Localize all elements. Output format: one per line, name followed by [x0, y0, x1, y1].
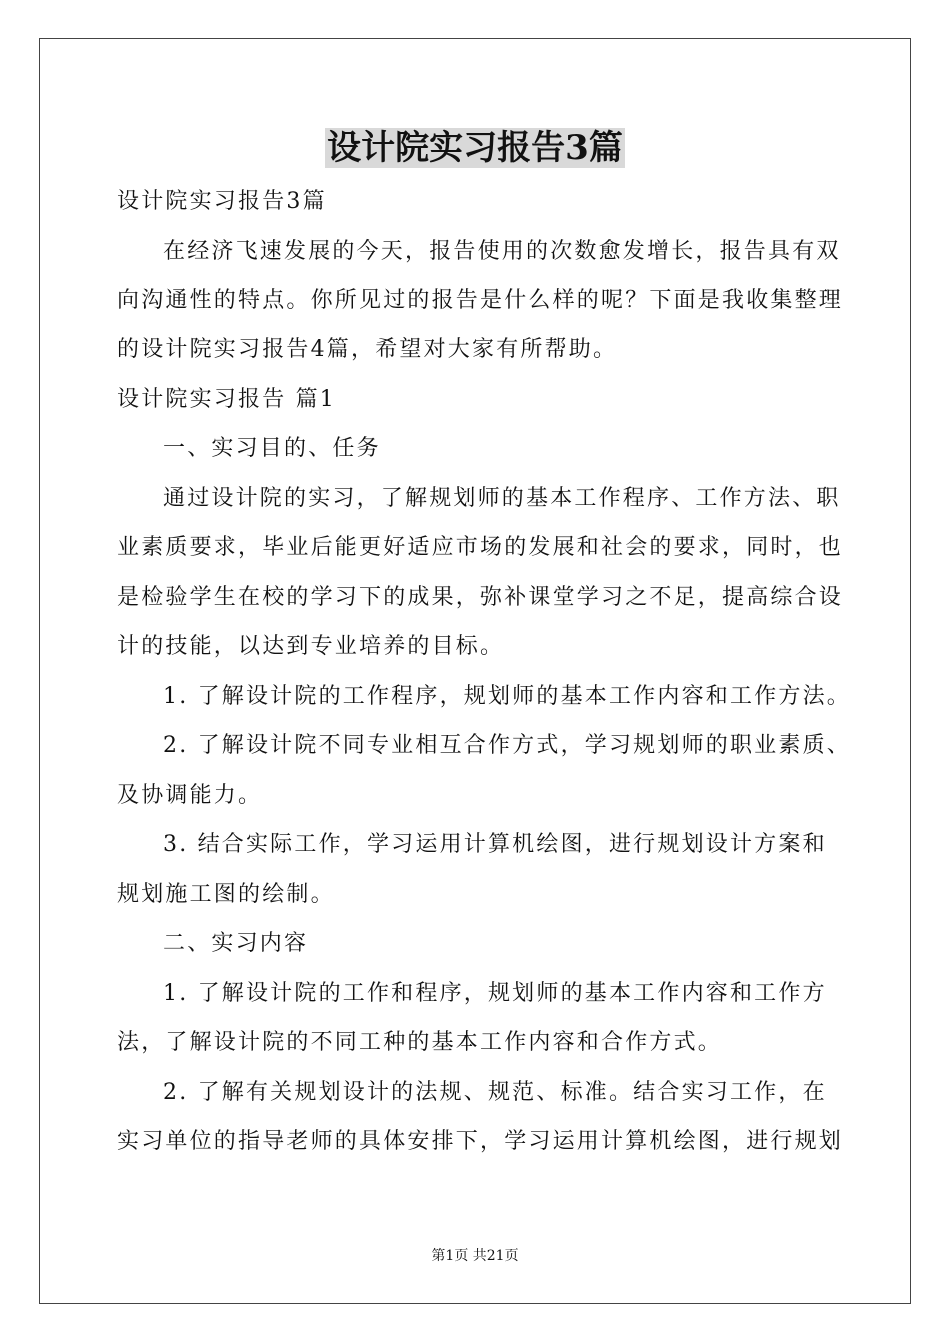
document-title-text: 设计院实习报告3篇: [327, 128, 623, 168]
body-line: 是检验学生在校的学习下的成果，弥补课堂学习之不足，提高综合设: [117, 585, 844, 610]
body-line: 业素质要求，毕业后能更好适应市场的发展和社会的要求，同时，也: [117, 535, 844, 560]
body-line: 通过设计院的实习，了解规划师的基本工作程序、工作方法、职: [163, 486, 841, 511]
body-line: 法，了解设计院的不同工种的基本工作内容和合作方式。: [117, 1030, 723, 1055]
body-line: 设计院实习报告3篇: [117, 189, 327, 214]
body-line: 在经济飞速发展的今天，报告使用的次数愈发增长，报告具有双: [163, 239, 841, 264]
body-line: 3. 结合实际工作，学习运用计算机绘图，进行规划设计方案和: [163, 832, 827, 857]
body-line: 2. 了解有关规划设计的法规、规范、标准。结合实习工作，在: [163, 1080, 827, 1105]
body-line: 二、实习内容: [163, 931, 309, 956]
body-line: 的设计院实习报告4篇，希望对大家有所帮助。: [117, 337, 618, 362]
body-line: 设计院实习报告 篇1: [117, 387, 336, 412]
body-line: 及协调能力。: [117, 783, 263, 808]
body-line: 规划施工图的绘制。: [117, 882, 335, 907]
body-line: 向沟通性的特点。你所见过的报告是什么样的呢？下面是我收集整理: [117, 288, 844, 313]
page-border: [39, 38, 911, 1304]
body-line: 1. 了解设计院的工作和程序，规划师的基本工作内容和工作方: [163, 981, 827, 1006]
page-number-footer: 第1页 共21页: [431, 1248, 519, 1264]
body-line: 一、实习目的、任务: [163, 436, 381, 461]
document-title: [0, 124, 950, 172]
body-line: 实习单位的指导老师的具体安排下，学习运用计算机绘图，进行规划: [117, 1129, 844, 1154]
body-line: 2. 了解设计院不同专业相互合作方式，学习规划师的职业素质、: [163, 733, 851, 758]
body-line: 计的技能，以达到专业培养的目标。: [117, 634, 505, 659]
body-line: 1. 了解设计院的工作程序，规划师的基本工作内容和工作方法。: [163, 684, 851, 709]
